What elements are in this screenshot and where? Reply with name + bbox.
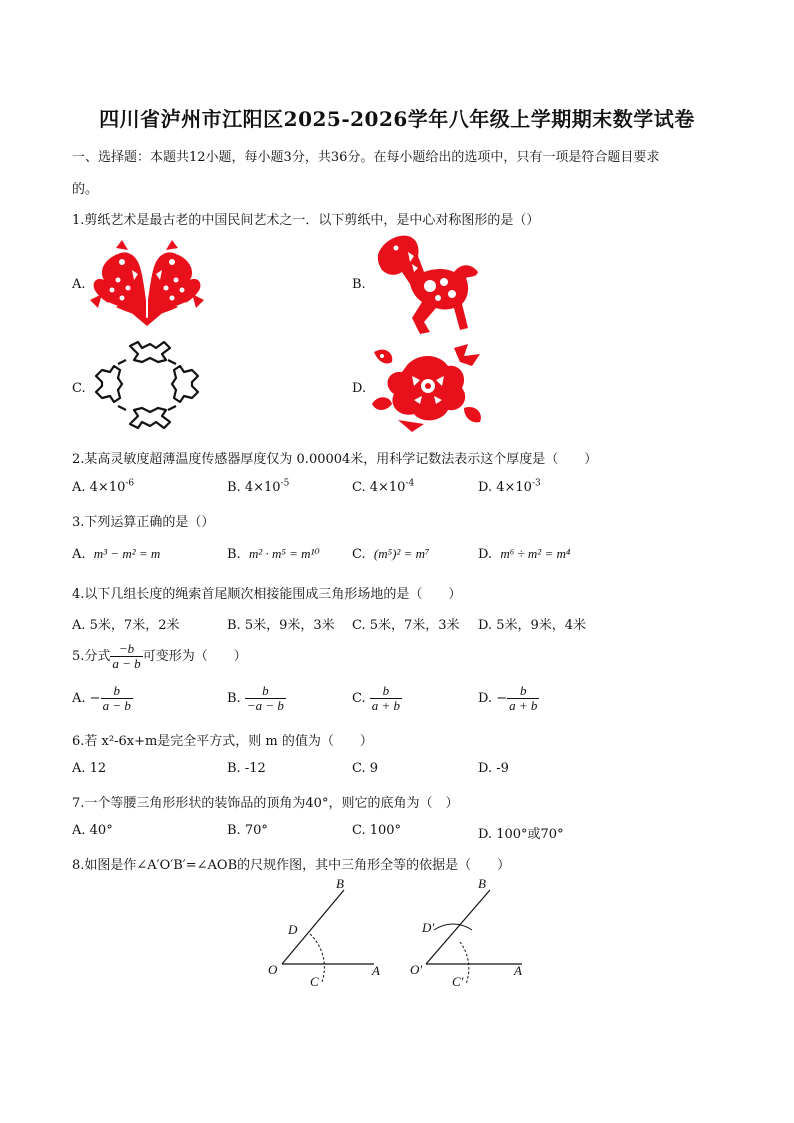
q7-option-b: B. 70° (227, 823, 268, 838)
q6-option-b: B. -12 (227, 761, 266, 776)
horse-papercut-image (372, 232, 482, 336)
label-C: C (310, 974, 319, 989)
q1-option-c-label: C. (72, 381, 86, 396)
q4-option-a: A. 5米，7米，2米 (72, 618, 180, 633)
ray-OpBp (426, 890, 490, 964)
q5-stem-fraction: $\frac{-b}{a - b}$ (112, 641, 141, 671)
flower-butterfly-papercut-image (368, 344, 486, 434)
q7-option-d: D. 100°或70° (478, 827, 564, 842)
q5-option-c: C. $\frac{b}{a + b}$ (352, 683, 401, 713)
q3-option-c: C. (m⁵)² = m⁷ (352, 546, 430, 562)
section-instructions-line2: 的。 (72, 182, 99, 197)
q1-option-d-label: D. (352, 381, 367, 396)
q8-figure-constructed-angle (404, 874, 536, 992)
label-A-prime: A (514, 963, 522, 978)
question-6-stem: 6.若 x²-6x+m是完全平方式，则 m 的值为（ ） (72, 734, 373, 749)
q3-option-b: B. m² · m⁵ = m¹⁰ (227, 546, 320, 562)
label-A: A (372, 963, 380, 978)
q3-option-d: D. m⁶ ÷ m² = m⁴ (478, 546, 571, 562)
q5-option-a: A. − $\frac{b}{a - b}$ (72, 683, 131, 713)
question-8-stem: 8.如图是作∠A′O′B′=∠AOB的尺规作图，其中三角形全等的依据是（ ） (72, 858, 511, 873)
q6-option-c: C. 9 (352, 761, 379, 776)
q6-option-d: D. -9 (478, 761, 509, 776)
q7-option-a: A. 40° (72, 823, 113, 838)
q7-option-c: C. 100° (352, 823, 402, 838)
q2-option-c: C. $4\times 10^{-4}$ (352, 478, 415, 495)
label-B-prime: B (478, 876, 486, 891)
q4-option-c: C. 5米，7米，3米 (352, 618, 460, 633)
q2-option-d: D. $4\times 10^{-3}$ (478, 478, 541, 495)
question-5-stem: 5.分式 $\frac{-b}{a - b}$ 可变形为（ ） (72, 641, 247, 671)
compass-arc-intersect (434, 924, 472, 930)
q5-option-d: D. − $\frac{b}{a + b}$ (478, 683, 538, 713)
question-3-stem: 3.下列运算正确的是（） (72, 515, 215, 530)
label-D-prime: D′ (422, 920, 435, 935)
question-1-stem: 1.剪纸艺术是最古老的中国民间艺术之一．以下剪纸中，是中心对称图形的是（） (72, 213, 540, 228)
twin-fish-papercut-image (88, 240, 206, 326)
q3-option-a: A. m³ − m² = m (72, 546, 161, 562)
label-D: D (288, 922, 298, 937)
label-O: O (268, 962, 278, 977)
label-O-prime: O′ (410, 962, 423, 977)
q6-option-a: A. 12 (72, 761, 107, 776)
label-C-prime: C′ (452, 974, 464, 989)
question-4-stem: 4.以下几组长度的绳索首尾顺次相接能围成三角形场地的是（ ） (72, 587, 462, 602)
page-title: 四川省泸州市江阳区2025-2026学年八年级上学期期末数学试卷 (99, 107, 695, 131)
q5-option-b: B. $\frac{b}{-a - b}$ (227, 683, 284, 713)
q1-option-a-label: A. (72, 277, 86, 292)
snowflake-papercut-image (92, 338, 202, 432)
q1-option-b-label: B. (352, 277, 366, 292)
q2-option-b: B. $4\times 10^{-5}$ (227, 478, 290, 495)
question-7-stem: 7.一个等腰三角形形状的装饰品的顶角为40°，则它的底角为（ ） (72, 796, 459, 811)
section-instructions-line1: 一、选择题：本题共12小题，每小题3分，共36分。在每小题给出的选项中，只有一项是符合题目要求 (72, 150, 660, 165)
question-2-stem: 2.某高灵敏度超薄温度传感器厚度仅为 0.00004米，用科学记数法表示这个厚度是（ ） (72, 452, 598, 467)
q4-option-d: D. 5米，9米，4米 (478, 618, 587, 633)
label-B: B (336, 876, 344, 891)
q4-option-b: B. 5米，9米，3米 (227, 618, 335, 633)
q8-figure-original-angle (262, 874, 394, 992)
q2-option-a: A. $4\times 10^{-6}$ (72, 478, 135, 495)
